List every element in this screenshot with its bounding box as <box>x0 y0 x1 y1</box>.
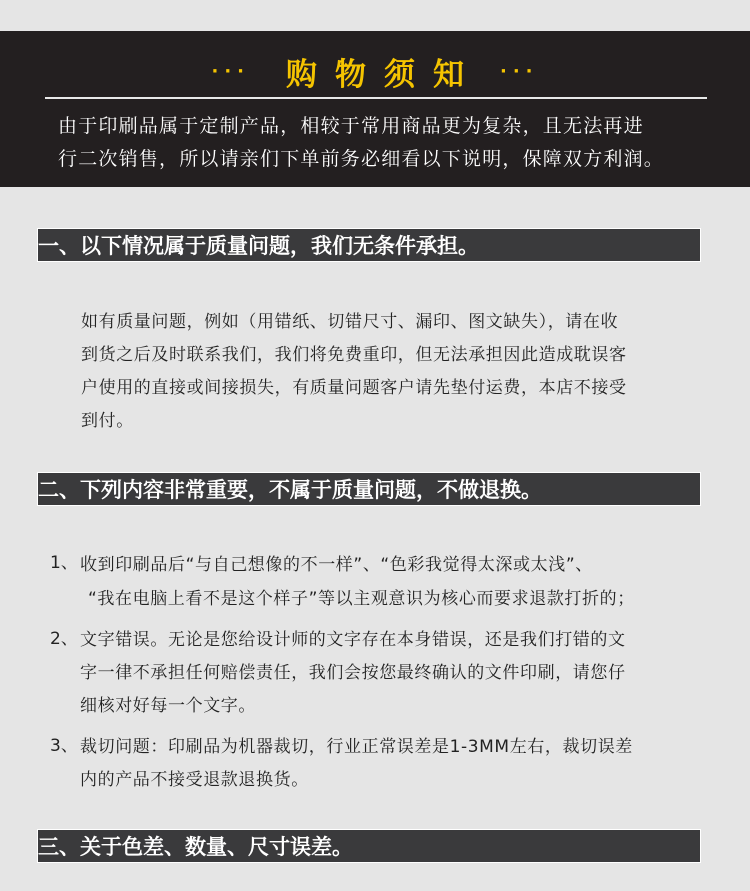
item-3-number: 3、 <box>50 736 78 756</box>
item-line: 字一律不承担任何赔偿责任，我们会按您最终确认的文件印刷，请您仔 <box>80 663 626 683</box>
intro-line: 由于印刷品属于定制产品，相较于常用商品更为复杂，且无法再进 <box>58 115 644 137</box>
section-2-heading: 二、下列内容非常重要，不属于质量问题，不做退换。 <box>38 478 542 502</box>
intro-line: 行二次销售，所以请亲们下单前务必细看以下说明，保障双方利润。 <box>58 148 665 170</box>
item-line: 裁切问题：印刷品为机器裁切，行业正常误差是1-3MM左右，裁切误差 <box>80 737 633 757</box>
page-title: 购物须知 <box>286 56 482 93</box>
title-divider <box>45 97 707 99</box>
body-line: 户使用的直接或间接损失，有质量问题客户请先垫付运费，本店不接受 <box>81 378 627 398</box>
section-3-heading: 三、关于色差、数量、尺寸误差。 <box>38 835 353 859</box>
body-line: 到货之后及时联系我们，我们将免费重印，但无法承担因此造成耽误客 <box>81 345 627 365</box>
item-2-text <box>80 624 626 723</box>
item-1-number: 1、 <box>50 553 78 573</box>
section-1-heading: 一、以下情况属于质量问题，我们无条件承担。 <box>38 234 479 258</box>
dots-left: ··· <box>211 60 250 82</box>
item-line: 收到印刷品后“与自己想像的不一样”、“色彩我觉得太深或太浅”、 <box>80 555 593 575</box>
dots-right: ··· <box>500 60 539 82</box>
section-1-body <box>81 306 627 438</box>
item-line: 细核对好每一个文字。 <box>80 696 256 716</box>
section-1-heading-bar <box>37 228 701 262</box>
intro-text <box>58 110 708 176</box>
item-line: 内的产品不接受退款退换货。 <box>80 770 309 790</box>
title-row <box>0 47 750 95</box>
item-3-text <box>80 731 633 797</box>
item-1-text <box>80 548 635 616</box>
item-2-number: 2、 <box>50 629 78 649</box>
item-line: “我在电脑上看不是这个样子”等以主观意识为核心而要求退款打折的； <box>88 589 635 609</box>
body-line: 到付。 <box>81 411 134 431</box>
section-2-heading-bar <box>37 472 701 506</box>
section-3-heading-bar <box>37 829 701 863</box>
notice-header <box>0 31 750 187</box>
item-line: 文字错误。无论是您给设计师的文字存在本身错误，还是我们打错的文 <box>80 630 626 650</box>
body-line: 如有质量问题，例如（用错纸、切错尺寸、漏印、图文缺失），请在收 <box>81 312 619 332</box>
